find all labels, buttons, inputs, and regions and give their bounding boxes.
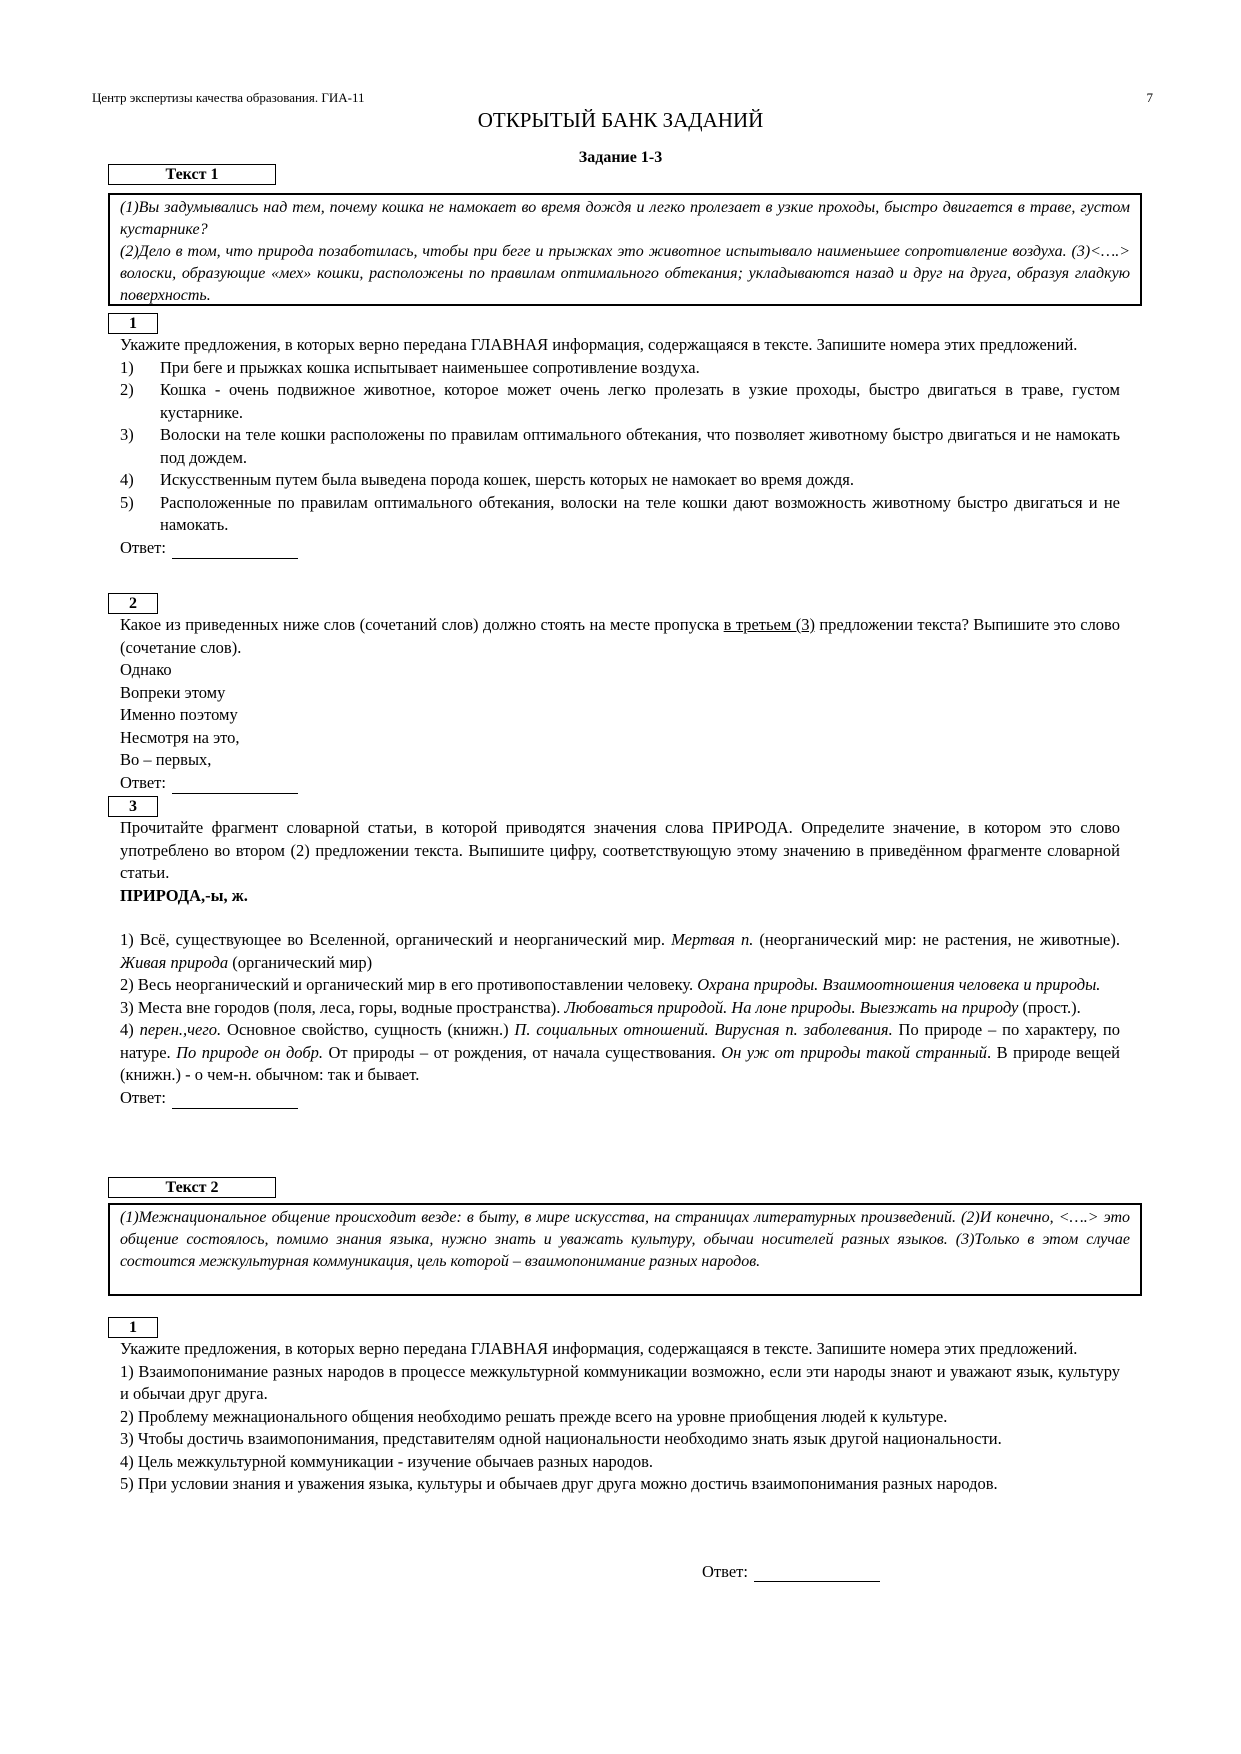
answer-field[interactable] <box>754 1563 880 1582</box>
option-number: 5) <box>120 492 134 512</box>
page-title: ОТКРЫТЫЙ БАНК ЗАДАНИЙ <box>477 108 764 132</box>
header-center-name: Центр экспертизы качества образования. ГИА-11 <box>92 90 365 105</box>
list-item: 2) Проблему межнационального общения необходимо решать прежде всего на уровне приобщения людей к культуре. <box>120 1406 948 1426</box>
text1-box <box>108 193 1142 306</box>
text2-label: Текст 2 <box>108 1177 276 1198</box>
option-text: Искусственным путем была выведена порода кошек, шерсть которых не намокает во время дождя. <box>160 470 854 489</box>
list-item: 4) Цель межкультурной коммуникации - изучение обычаев разных народов. <box>120 1451 654 1471</box>
task1b-number: 1 <box>108 1317 158 1338</box>
text1-paragraph-2: (2)Дело в том, что природа позаботилась, чтобы при беге и прыжках это животное испытывало наименьшее сопротивление воздуха. (3)<….> волоски, образующие «мех» кошки, расположены по правилам оптимального обтекания; укладываются назад и друг на друга, образуя гладкую поверхность. <box>120 243 1130 304</box>
task2-block <box>120 614 1120 794</box>
option-number: 4) <box>120 470 134 489</box>
answer-field[interactable] <box>172 540 298 559</box>
list-item: 3) Чтобы достичь взаимопонимания, представителям одной национальности необходимо знать язык другой национальности. <box>120 1429 1002 1448</box>
answer-field[interactable] <box>172 1090 298 1109</box>
task-subtitle: Задание 1-3 <box>578 149 663 166</box>
definition-4: 4) перен.,чего. Основное свойство, сущность (книжн.) П. социальных отношений. Вирусная п. заболевания. По природе – по характеру, по натуре. По природе он добр. От природы – от рождения, от начала существования. Он уж от природы такой странный. В природе вещей (книжн.) - о чем-н. обычном: так и бывает. <box>120 1020 1121 1084</box>
text2-box <box>108 1203 1142 1296</box>
task2-prompt <box>120 614 1120 659</box>
task1-prompt: Укажите предложения, в которых верно передана ГЛАВНАЯ информация, содержащаяся в тексте. Запишите номера этих предложений. <box>120 335 1078 354</box>
task3-answer <box>120 1087 1120 1110</box>
task1b-block <box>120 1338 1120 1496</box>
list-item: Несмотря на это, <box>120 727 240 747</box>
answer-label: Ответ: <box>120 772 166 792</box>
task2-number: 2 <box>108 593 158 614</box>
answer-label: Ответ: <box>702 1562 748 1581</box>
list-item <box>120 424 1120 469</box>
list-item: 5) При условии знания и уважения языка, культуры и обычаев друг друга можно достичь взаимопонимания разных народов. <box>120 1474 998 1493</box>
option-number: 2) <box>120 380 134 399</box>
option-number: 3) <box>120 425 134 444</box>
task1-answer <box>120 537 1120 560</box>
task1b-prompt: Укажите предложения, в которых верно передана ГЛАВНАЯ информация, содержащаяся в тексте. Запишите номера этих предложений. <box>120 1339 1078 1358</box>
task2-prompt-underlined: в третьем (3) <box>723 615 815 634</box>
option-text: Кошка - очень подвижное животное, которое может очень легко пролезать в узкие проходы, быстро двигаться в траве, густом кустарнике. <box>160 380 1120 422</box>
answer-label: Ответ: <box>120 1087 166 1107</box>
page-number: 7 <box>1146 90 1153 105</box>
definition-1: 1) Всё, существующее во Вселенной, органический и неорганический мир. Мертвая п. (неорганический мир: не растения, не животные). Живая природа (органический мир) <box>120 930 1120 972</box>
task3-number: 3 <box>108 796 158 817</box>
list-item: Вопреки этому <box>120 682 226 702</box>
task3-block <box>120 817 1120 1109</box>
list-item: 1) Взаимопонимание разных народов в процессе межкультурной коммуникации возможно, если эти народы знают и уважают язык, культуру и обычаи друг друга. <box>120 1361 1120 1403</box>
task3-prompt: Прочитайте фрагмент словарной статьи, в которой приводятся значения слова ПРИРОДА. Определите значение, в котором это слово употреблено во втором (2) предложении текста. Выпишите цифру, соответствующую этому значению в приведённом фрагменте словарной статьи. <box>120 818 1120 882</box>
option-text: При беге и прыжках кошка испытывает наименьшее сопротивление воздуха. <box>160 357 700 377</box>
task1b-answer <box>702 1562 880 1582</box>
list-item: Однако <box>120 660 172 679</box>
text1-paragraph-1: (1)Вы задумывались над тем, почему кошка не намокает во время дождя и легко пролезает в узкие проходы, быстро двигается в траве, густом кустарнике? <box>120 199 1130 238</box>
task2-answer <box>120 772 1120 795</box>
definition-3: 3) Места вне городов (поля, леса, горы, водные пространства). Любоваться природой. На лоне природы. Выезжать на природу (прост.). <box>120 997 1081 1017</box>
dictionary-headword: ПРИРОДА,-ы, ж. <box>120 885 248 905</box>
task2-prompt-part: Какое из приведенных ниже слов (сочетаний слов) должно стоять на месте пропуска <box>120 615 724 634</box>
list-item <box>120 492 1120 537</box>
option-text: Расположенные по правилам оптимального обтекания, волоски на теле кошки дают возможность животному быстро двигаться и не намокать. <box>160 492 1120 534</box>
answer-field[interactable] <box>172 775 298 794</box>
task2-prompt-part: предложении текста? Выпишите это слово (сочетание слов). <box>120 615 1120 657</box>
option-text: Волоски на теле кошки расположены по правилам оптимального обтекания, что позволяет животному быстро двигаться и не намокать под дождем. <box>160 425 1120 467</box>
list-item <box>120 379 1120 424</box>
list-item <box>120 357 1120 380</box>
definition-2: 2) Весь неорганический и органический мир в его противопоставлении человеку. Охрана природы. Взаимоотношения человека и природы. <box>120 975 1101 994</box>
list-item <box>120 469 1120 492</box>
task1-block <box>120 334 1120 559</box>
task1-number: 1 <box>108 313 158 334</box>
list-item: Во – первых, <box>120 750 212 769</box>
option-number: 1) <box>120 357 134 377</box>
task1-options <box>120 357 1120 537</box>
text1-label: Текст 1 <box>108 164 276 185</box>
text2-paragraph: (1)Межнациональное общение происходит везде: в быту, в мире искусства, на страницах литературных произведений. (2)И конечно, <….> это общение состоялось, помимо знания языка, нужно знать и уважать культуру, обычаи носителей разных языков. (3)Только в этом случае состоится межкультурная коммуникация, цель которой – взаимопонимание разных народов. <box>120 1209 1130 1270</box>
answer-label: Ответ: <box>120 537 166 557</box>
list-item: Именно поэтому <box>120 705 238 724</box>
